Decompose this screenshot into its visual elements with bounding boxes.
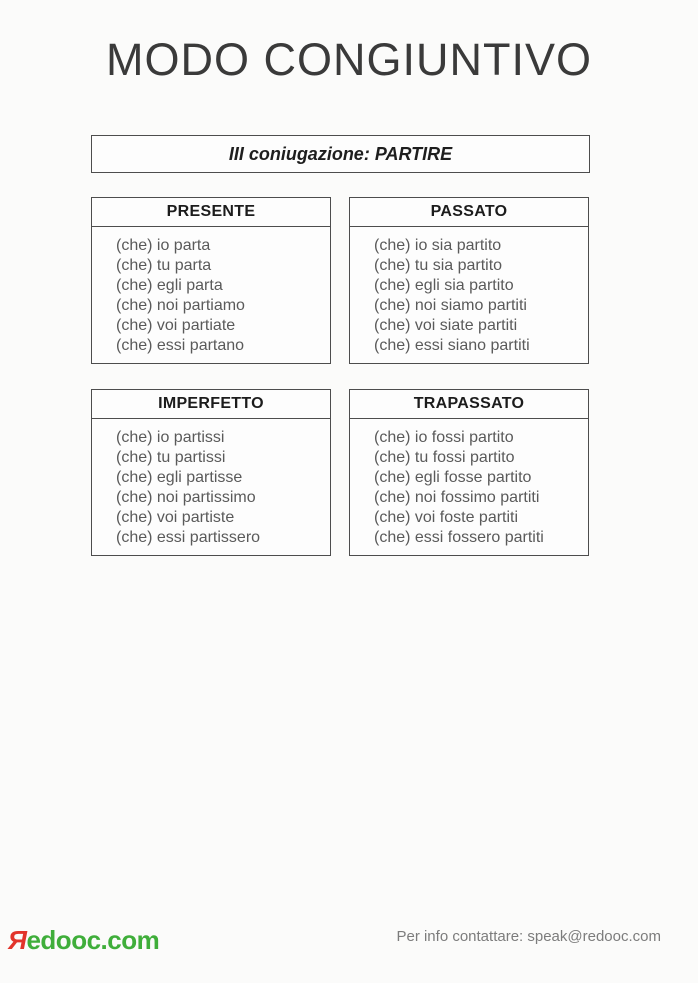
redooc-logo-r-glyph: Я <box>8 925 27 955</box>
redooc-logo-text: edooc.com <box>26 925 160 955</box>
table-imperfetto <box>91 389 331 556</box>
conjugation-row: (che) noi partissimo <box>116 489 256 506</box>
conjugation-row: (che) io partissi <box>116 429 225 446</box>
table-imperfetto-header: IMPERFETTO <box>92 390 330 419</box>
conjugation-row: (che) voi foste partiti <box>374 509 519 526</box>
table-passato-header: PASSATO <box>350 198 588 227</box>
conjugation-row: (che) egli partisse <box>116 469 243 486</box>
redooc-logo <box>8 922 159 958</box>
table-passato <box>349 197 589 364</box>
conjugation-row: (che) tu partissi <box>116 449 226 466</box>
table-presente-header: PRESENTE <box>92 198 330 227</box>
conjugation-row: (che) tu fossi partito <box>374 449 515 466</box>
conjugation-row: (che) noi fossimo partiti <box>374 489 540 506</box>
conjugation-row: (che) essi siano partiti <box>374 337 530 354</box>
table-passato-body <box>350 227 588 356</box>
conjugation-row: (che) essi fossero partiti <box>374 529 544 546</box>
conjugation-row: (che) egli parta <box>116 277 223 294</box>
conjugation-title: III coniugazione: PARTIRE <box>228 143 453 164</box>
page-title: MODO CONGIUNTIVO <box>106 34 592 85</box>
conjugation-row: (che) noi siamo partiti <box>374 297 527 314</box>
conjugation-row: (che) io fossi partito <box>374 429 514 446</box>
conjugation-title-box <box>91 135 590 173</box>
conjugation-row: (che) voi partiate <box>116 317 236 334</box>
conjugation-row: (che) voi siate partiti <box>374 317 518 334</box>
conjugation-row: (che) essi partissero <box>116 529 261 546</box>
conjugation-row: (che) tu parta <box>116 257 212 274</box>
table-trapassato-body <box>350 419 588 548</box>
conjugation-row: (che) noi partiamo <box>116 297 245 314</box>
conjugation-row: (che) egli sia partito <box>374 277 514 294</box>
conjugation-row: (che) voi partiste <box>116 509 235 526</box>
contact-info: Per info contattare: speak@redooc.com <box>396 928 661 945</box>
conjugation-row: (che) egli fosse partito <box>374 469 532 486</box>
conjugation-row: (che) tu sia partito <box>374 257 503 274</box>
conjugation-row: (che) essi partano <box>116 337 245 354</box>
table-trapassato-header: TRAPASSATO <box>350 390 588 419</box>
conjugation-row: (che) io sia partito <box>374 237 502 254</box>
table-trapassato <box>349 389 589 556</box>
table-imperfetto-body <box>92 419 330 548</box>
table-presente <box>91 197 331 364</box>
table-presente-body <box>92 227 330 356</box>
conjugation-row: (che) io parta <box>116 237 211 254</box>
